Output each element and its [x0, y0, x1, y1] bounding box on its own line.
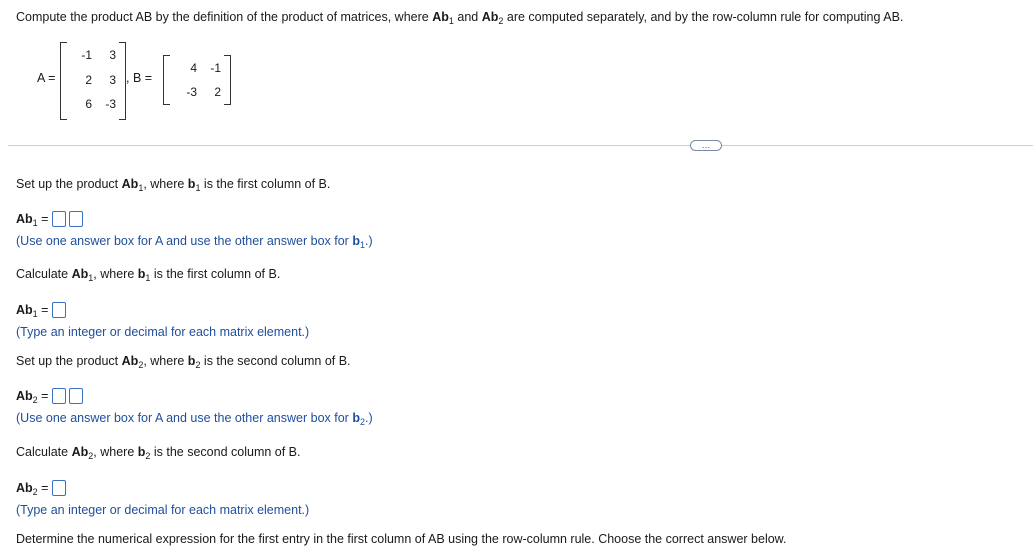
matrix-a-label: A = [37, 71, 56, 85]
step-setup-ab2: Set up the product $Ab_2$, where $b_2$ is the second column of B. [16, 354, 351, 370]
matrix-b-cell: 2 [214, 85, 221, 99]
final-prompt: Determine the numerical expression for the first entry in the first column of AB using the row-column rule. Choose the correct answer below. [16, 532, 787, 546]
matrix-b-label: , B = [126, 71, 153, 85]
matrix-b [163, 55, 231, 105]
question-text: Compute the product AB by the definition of the product of matrices, where $Ab_1$ and $Ab_2$ are computed separately, and by the row-column rule for computing AB. [16, 10, 904, 26]
matrix-a-cell: 6 [85, 97, 92, 111]
answer-box-matrix-a[interactable] [52, 211, 66, 227]
answer-box-matrix-a[interactable] [52, 388, 66, 404]
matrix-a-cell: 3 [109, 73, 116, 87]
hint-setup-ab2: (Use one answer box for A and use the other answer box for $b_2$.) [16, 411, 373, 427]
step-calculate-ab2: Calculate $Ab_2$, where $b_2$ is the second column of B. [16, 445, 301, 461]
matrix-a-cell: 3 [109, 48, 116, 62]
answer-box-ab1[interactable] [52, 302, 66, 318]
step-setup-ab1: Set up the product $Ab_1$, where $b_1$ is the first column of B. [16, 177, 331, 193]
hint-calculate-ab1: (Type an integer or decimal for each matrix element.) [16, 325, 310, 339]
answer-row-setup-ab1: $Ab_1$ = [16, 211, 83, 227]
matrix-a [60, 42, 126, 120]
more-button[interactable]: … [690, 140, 722, 151]
matrix-b-cell: -3 [186, 85, 197, 99]
answer-row-calculate-ab1: $Ab_1$ = [16, 302, 66, 318]
answer-row-calculate-ab2: $Ab_2$ = [16, 480, 66, 496]
hint-setup-ab1: (Use one answer box for A and use the other answer box for $b_1$.) [16, 234, 373, 250]
answer-box-vector-b1[interactable] [69, 211, 83, 227]
answer-box-ab2[interactable] [52, 480, 66, 496]
matrix-a-cell: -1 [81, 48, 92, 62]
hint-calculate-ab2: (Type an integer or decimal for each matrix element.) [16, 503, 310, 517]
answer-box-vector-b2[interactable] [69, 388, 83, 404]
matrix-b-cell: -1 [210, 61, 221, 75]
matrix-a-cell: -3 [105, 97, 116, 111]
matrix-a-cell: 2 [85, 73, 92, 87]
step-calculate-ab1: Calculate $Ab_1$, where $b_1$ is the first column of B. [16, 267, 281, 283]
answer-row-setup-ab2: $Ab_2$ = [16, 388, 83, 404]
section-divider [8, 145, 1033, 146]
matrix-b-cell: 4 [190, 61, 197, 75]
